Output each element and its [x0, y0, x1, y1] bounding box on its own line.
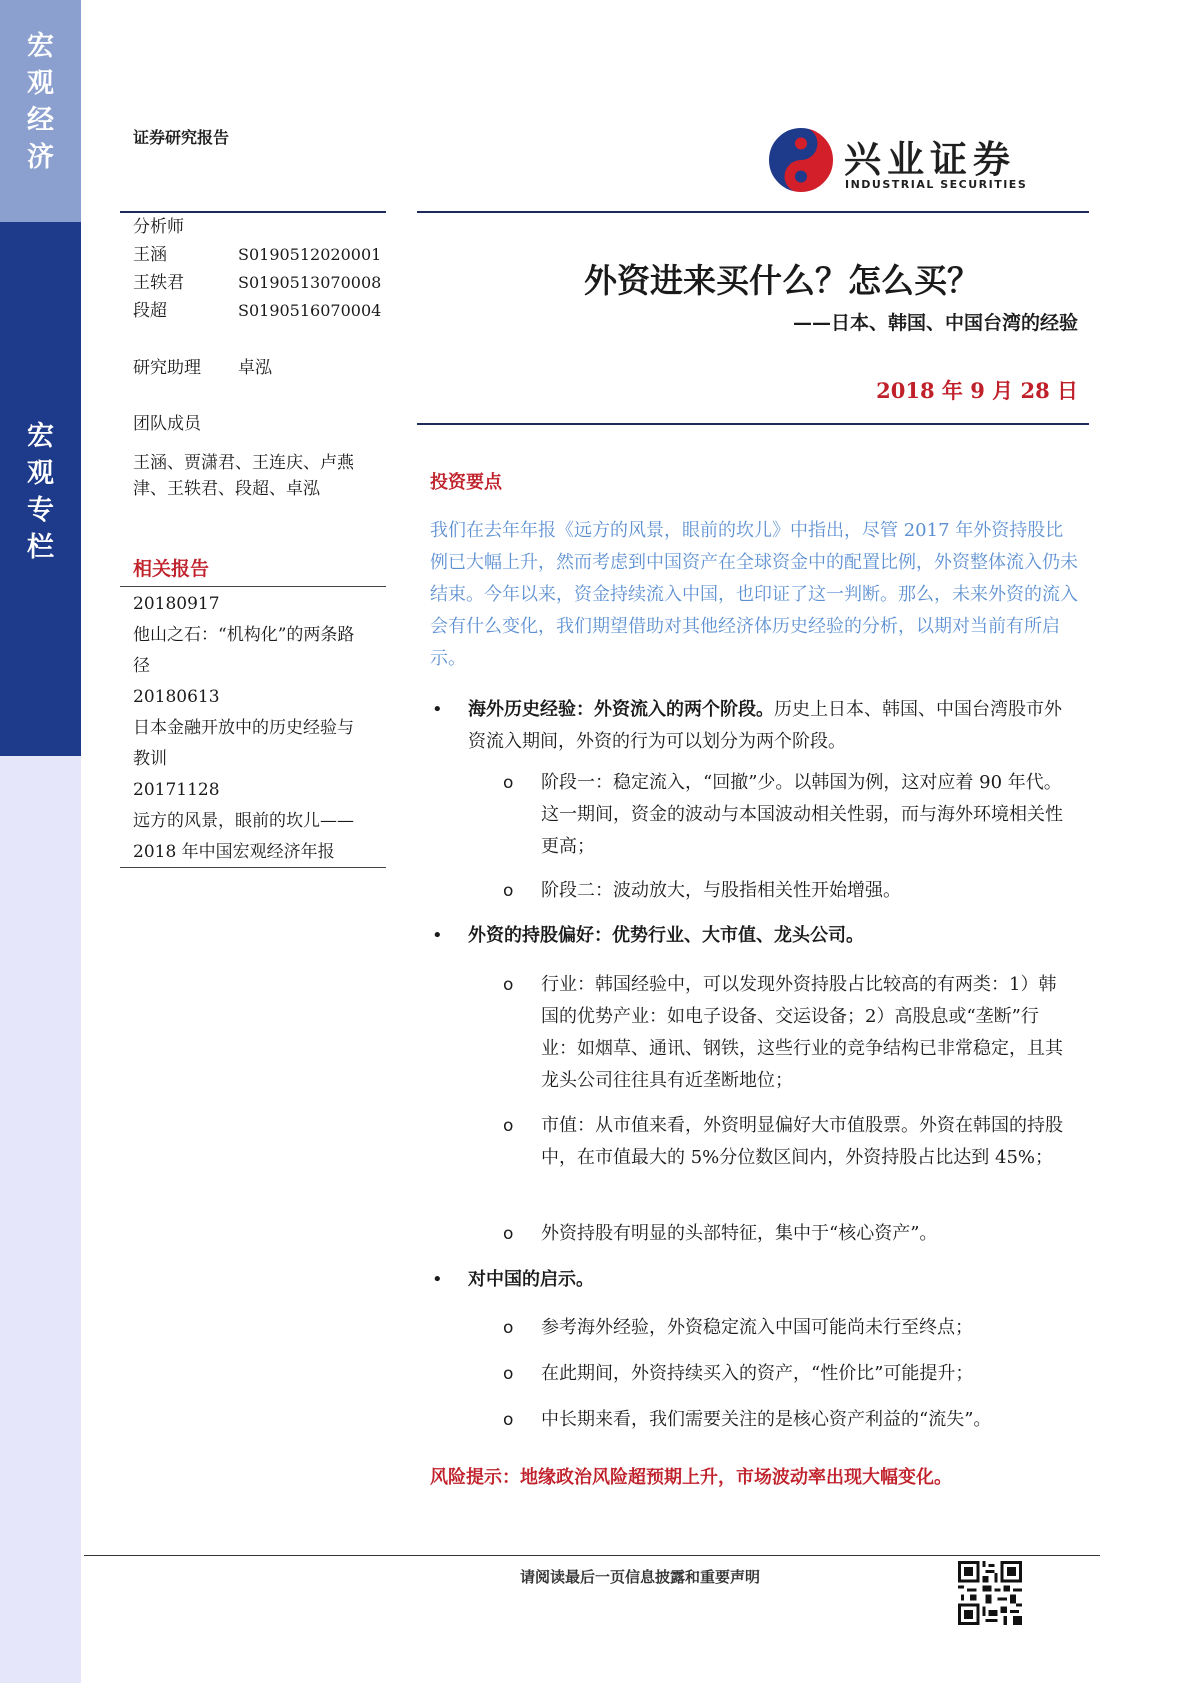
- related-report-date: 20180613: [133, 687, 220, 707]
- bullet-marker: •: [432, 699, 443, 720]
- assistant-label: 研究助理: [133, 358, 201, 378]
- sidebar-band-bottom: [0, 756, 81, 1683]
- sidebar-char: 济: [27, 142, 54, 173]
- report-title: 外资进来买什么？怎么买？: [584, 261, 980, 300]
- intro-paragraph: 我们在去年年报《远方的风景，眼前的坎儿》中指出，尽管 2017 年外资持股比例已大幅上升，然而考虑到中国资产在全球资金中的配置比例，外资整体流入仍未结束。今年以来，资金持续流入中国，也印证了这一判断。那么，未来外资的流入会有什么变化，我们期望借助对其他经济体历史经验的分析，以期对当前有所启示。: [430, 520, 1078, 669]
- related-report-link[interactable]: 2018 年中国宏观经济年报: [133, 842, 335, 862]
- footer-divider: [84, 1555, 1100, 1556]
- section-title: 投资要点: [430, 472, 502, 493]
- sub-bullet-text: 参考海外经验，外资稳定流入中国可能尚未行至终点；: [541, 1317, 973, 1338]
- sub-bullet-text: 外资持股有明显的头部特征，集中于“核心资产”。: [541, 1223, 938, 1244]
- sub-bullet-marker: o: [503, 1224, 514, 1244]
- bullet-heading: 外资的持股偏好：优势行业、大市值、龙头公司。: [468, 925, 864, 946]
- sub-bullet-marker: o: [503, 1318, 514, 1338]
- bullet-paragraph: [468, 694, 1068, 758]
- sub-bullet-text: 行业：韩国经验中，可以发现外资持股占比较高的有两类：1）韩国的优势产业：如电子设备、交运设备；2）高股息或“垄断”行业：如烟草、通讯、钢铁，这些行业的竞争结构已非常稳定，且其龙头公司往往具有近垄断地位；: [541, 974, 1063, 1091]
- company-logo: [762, 123, 1078, 199]
- sidebar-char: 专: [27, 495, 54, 526]
- sub-bullet-marker: o: [503, 1116, 514, 1136]
- related-reports-title: 相关报告: [133, 558, 210, 580]
- sidebar-char: 宏: [27, 421, 54, 452]
- logo-chinese-text: 兴业证券: [844, 138, 1016, 181]
- sub-bullet-text: 阶段二：波动放大，与股指相关性开始增强。: [541, 880, 901, 901]
- sub-bullet-marker: o: [503, 881, 514, 901]
- sub-bullet-marker: o: [503, 773, 514, 793]
- bullet-body: 历史上日本、韩国、中国台湾股市外资流入期间，外资的行为可以划分为两个阶段。: [468, 699, 1062, 752]
- sub-bullet-text: 中长期来看，我们需要关注的是核心资产利益的“流失”。: [541, 1409, 992, 1430]
- sub-bullet-marker: o: [503, 1410, 514, 1430]
- analyst-name: 段超: [133, 301, 167, 321]
- related-report-date: 20171128: [133, 780, 220, 800]
- bullet-marker: •: [432, 1269, 443, 1290]
- sub-bullet-text: 市值：从市值来看，外资明显偏好大市值股票。外资在韩国的持股中，在市值最大的 5%分位数区间内，外资持股占比达到 45%；: [541, 1115, 1063, 1168]
- analyst-code: S0190513070008: [238, 273, 382, 292]
- sidebar-char: 观: [27, 68, 54, 99]
- analyst-name: 王轶君: [133, 273, 184, 293]
- team-members-line: 津、王轶君、段超、卓泓: [133, 479, 320, 499]
- disclosure-notice: 请阅读最后一页信息披露和重要声明: [519, 1568, 760, 1586]
- sidebar-char: 观: [27, 458, 54, 489]
- sub-bullet-text: 阶段一：稳定流入，“回撤”少。以韩国为例，这对应着 90 年代。这一期间，资金的波动与本国波动相关性弱，而与海外环境相关性更高；: [541, 772, 1063, 857]
- sidebar-char: 宏: [27, 31, 54, 62]
- qr-code-icon: [958, 1561, 1022, 1625]
- bullet-paragraph: [468, 1264, 1068, 1296]
- analyst-code: S0190512020001: [238, 245, 382, 264]
- related-report-date: 20180917: [133, 594, 220, 614]
- team-members-line: 王涵、贾潇君、王连庆、卢燕: [133, 453, 354, 473]
- bullet-marker: •: [432, 925, 443, 946]
- assistant-name: 卓泓: [238, 358, 272, 378]
- report-date: 2018 年 9 月 28 日: [876, 378, 1078, 403]
- related-report-link[interactable]: 他山之石：“机构化”的两条路: [133, 625, 355, 645]
- divider: [417, 211, 1089, 213]
- sidebar-char: 经: [27, 105, 54, 136]
- related-report-link[interactable]: 远方的风景，眼前的坎儿——: [133, 811, 354, 831]
- sidebar-category-label: [0, 28, 81, 176]
- bullet-heading: 海外历史经验：外资流入的两个阶段。: [468, 699, 774, 720]
- related-report-link[interactable]: 日本金融开放中的历史经验与: [133, 718, 354, 738]
- related-report-link[interactable]: 教训: [133, 749, 167, 769]
- sub-bullet-text: 在此期间，外资持续买入的资产，“性价比”可能提升；: [541, 1363, 974, 1384]
- sidebar-band-top: [0, 0, 81, 222]
- logo-mark-icon: [764, 123, 838, 197]
- bullet-heading: 对中国的启示。: [468, 1269, 594, 1290]
- sidebar-column-label: [0, 418, 81, 566]
- sub-bullet-marker: o: [503, 975, 514, 995]
- analysts-label: 分析师: [133, 217, 184, 237]
- analyst-code: S0190516070004: [238, 301, 382, 320]
- risk-warning: 风险提示：地缘政治风险超预期上升，市场波动率出现大幅变化。: [430, 1467, 952, 1488]
- bullet-paragraph: [468, 920, 1068, 952]
- divider: [120, 586, 386, 587]
- sidebar-band-mid: [0, 222, 81, 756]
- team-label: 团队成员: [133, 414, 201, 434]
- analyst-name: 王涵: [133, 245, 167, 265]
- divider: [120, 867, 386, 868]
- sidebar-char: 栏: [27, 532, 54, 563]
- divider: [417, 423, 1089, 425]
- report-type-label: 证券研究报告: [133, 128, 230, 147]
- related-report-link[interactable]: 径: [133, 656, 150, 676]
- report-subtitle: ——日本、韩国、中国台湾的经验: [792, 312, 1078, 334]
- logo-english-text: INDUSTRIAL SECURITIES: [845, 178, 1028, 191]
- sub-bullet-marker: o: [503, 1364, 514, 1384]
